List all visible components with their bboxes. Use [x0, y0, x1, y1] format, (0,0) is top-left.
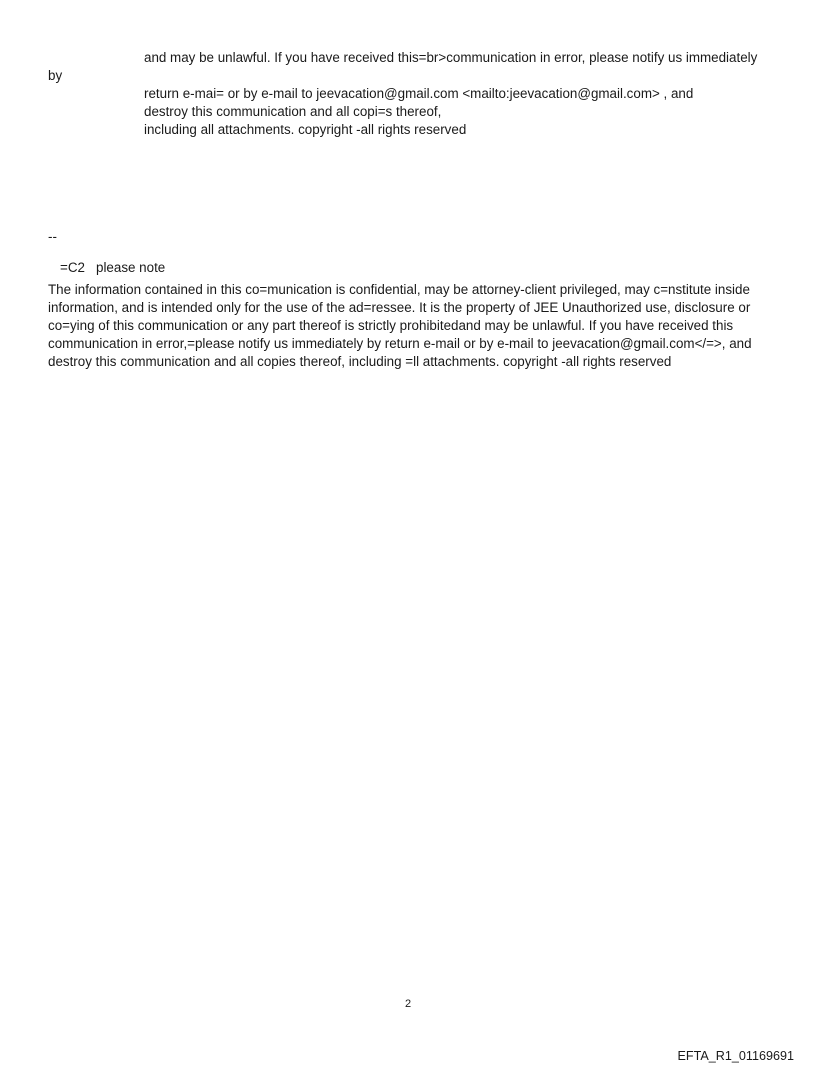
email-fragment-line-3: return e-mai= or by e-mail to jeevacation@gmail.com <mailto:jeevacation@gmail.com> , and	[144, 86, 694, 101]
please-note-heading	[60, 259, 165, 277]
please-note-code: =C2	[60, 260, 85, 276]
email-fragment-line-5: including all attachments. copyright -all rights reserved	[144, 122, 467, 137]
email-fragment-line-4: destroy this communication and all copi=s thereof,	[144, 104, 442, 119]
please-note-label: please note	[96, 260, 166, 276]
email-fragment-line-2: by	[48, 68, 63, 83]
page-number: 2	[404, 998, 412, 1010]
confidentiality-disclaimer: The information contained in this co=munication is confidential, may be attorney-client privileged, may c=nstitute inside information, and is intended only for the use of the ad=ressee. It is the property of JEE Unauthorized use, disclosure or co=ying of this communication or any part thereof is strictly prohibitedand may be unlawful. If you have received this communication in error,=please notify us immediately by return e-mail or by e-mail to jeevacation@gmail.com</=>, and destroy this communication and all copies thereof, including =ll attachments. copyright -all rights reserved	[48, 282, 752, 369]
signature-separator: --	[48, 229, 57, 244]
document-id: EFTA_R1_01169691	[677, 1049, 794, 1063]
email-fragment-line-1: and may be unlawful. If you have received this=br>communication in error, please notify us immediately	[144, 50, 758, 65]
